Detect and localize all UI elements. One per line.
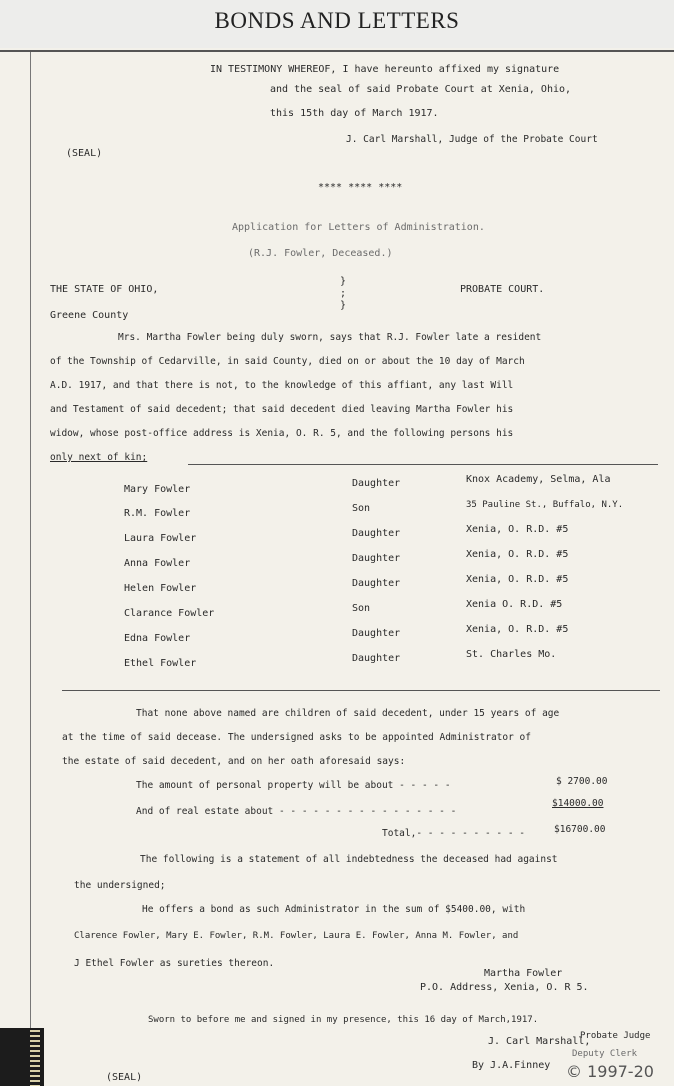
body3-line-1: The following is a statement of all indebtedness the deceased had against [140, 854, 558, 865]
heir-name: Ethel Fowler [124, 658, 197, 669]
seal-bottom: (SEAL) [106, 1072, 143, 1083]
heirs-top-rule [188, 464, 658, 465]
heir-relation: Daughter [352, 553, 401, 564]
body2-line-3: the estate of said decedent, and on her oath aforesaid says: [62, 756, 406, 767]
testimony-line-3: this 15th day of March 1917. [270, 108, 439, 119]
state-of-ohio: THE STATE OF OHIO, [50, 284, 159, 295]
sworn-statement: Sworn to before me and signed in my presence, this 16 day of March,1917. [148, 1015, 539, 1025]
real-estate-value: $14000.00 [552, 798, 604, 809]
body3-line-3: He offers a bond as such Administrator in the sum of $5400.00, with [142, 904, 526, 915]
header-rule [0, 50, 674, 52]
probate-judge-title: Probate Judge [580, 1031, 651, 1041]
heir-relation: Daughter [352, 628, 401, 639]
body3-line-4: Clarence Fowler, Mary E. Fowler, R.M. Fowler, Laura E. Fowler, Anna M. Fowler, and [74, 931, 519, 941]
deputy-clerk-title: Deputy Clerk [572, 1049, 638, 1059]
affiant-signature: Martha Fowler [484, 968, 563, 979]
body2-line-1: That none above named are children of said decedent, under 15 years of age [136, 708, 560, 719]
seal-top: (SEAL) [66, 148, 103, 159]
caption-brace-bottom: } [340, 300, 347, 311]
heir-name: Helen Fowler [124, 583, 197, 594]
body1-line-5: widow, whose post-office address is Xenia, O. R. 5, and the following persons his [50, 428, 514, 439]
heir-name: Anna Fowler [124, 558, 191, 569]
body3-line-2: the undersigned; [74, 880, 166, 891]
probate-court-label: PROBATE COURT. [460, 284, 545, 295]
body1-line-3: A.D. 1917, and that there is not, to the knowledge of this affiant, any last Will [50, 380, 514, 391]
body1-line-2: of the Township of Cedarville, in said County, died on or about the 10 day of March [50, 356, 525, 367]
greene-county: Greene County [50, 310, 129, 321]
heir-relation: Daughter [352, 653, 401, 664]
heir-address: Xenia, O. R.D. #5 [466, 574, 569, 585]
body3-line-5: J Ethel Fowler as sureties thereon. [74, 958, 275, 969]
personal-property-value: $ 2700.00 [556, 776, 608, 787]
page-header-title: BONDS AND LETTERS [214, 8, 460, 33]
heir-address: Xenia, O. R.D. #5 [466, 624, 569, 635]
asterisk-separator: **** **** **** [318, 182, 403, 193]
heir-name: R.M. Fowler [124, 508, 191, 519]
deputy-signature: By J.A.Finney [472, 1060, 551, 1071]
total-value: $16700.00 [554, 824, 606, 835]
real-estate-label: And of real estate about - - - - - - - - - - - - - - - - [136, 806, 457, 817]
heir-name: Edna Fowler [124, 633, 191, 644]
heir-relation: Son [352, 503, 371, 514]
heir-address: St. Charles Mo. [466, 649, 557, 660]
heir-relation: Daughter [352, 528, 401, 539]
heir-relation: Daughter [352, 478, 401, 489]
body1-line-6: only next of kin; [50, 452, 148, 463]
left-margin-rule [30, 52, 31, 1086]
heir-name: Laura Fowler [124, 533, 197, 544]
heir-address: 35 Pauline St., Buffalo, N.Y. [466, 500, 624, 510]
heir-name: Mary Fowler [124, 484, 191, 495]
total-label: Total,- - - - - - - - - - [382, 828, 525, 839]
heir-relation: Daughter [352, 578, 401, 589]
heirs-bottom-rule [62, 690, 660, 691]
testimony-line-1: IN TESTIMONY WHEREOF, I have hereunto affixed my signature [210, 64, 560, 75]
affiant-address: P.O. Address, Xenia, O. R 5. [420, 982, 589, 993]
copyright-watermark: © 1997-20 [566, 1062, 654, 1081]
body2-line-2: at the time of said decease. The undersigned asks to be appointed Administrator of [62, 732, 531, 743]
personal-property-label: The amount of personal property will be about - - - - - [136, 780, 451, 791]
judge-signature-bottom: J. Carl Marshall, [488, 1036, 591, 1047]
heir-address: Xenia O. R.D. #5 [466, 599, 563, 610]
heir-address: Knox Academy, Selma, Ala [466, 474, 611, 485]
binder-stripe [30, 1030, 40, 1086]
heir-name: Clarance Fowler [124, 608, 215, 619]
body1-line-1: Mrs. Martha Fowler being duly sworn, says that R.J. Fowler late a resident [118, 332, 542, 343]
application-title: Application for Letters of Administration. [232, 222, 485, 233]
judge-signature-top: J. Carl Marshall, Judge of the Probate Court [346, 134, 598, 145]
application-subtitle: (R.J. Fowler, Deceased.) [248, 248, 393, 259]
heir-address: Xenia, O. R.D. #5 [466, 524, 569, 535]
testimony-line-2: and the seal of said Probate Court at Xenia, Ohio, [270, 84, 572, 95]
body1-line-4: and Testament of said decedent; that said decedent died leaving Martha Fowler his [50, 404, 514, 415]
heir-relation: Son [352, 603, 371, 614]
heir-address: Xenia, O. R.D. #5 [466, 549, 569, 560]
caption-brace-middle: ; [340, 288, 347, 299]
caption-brace-top: } [340, 276, 347, 287]
